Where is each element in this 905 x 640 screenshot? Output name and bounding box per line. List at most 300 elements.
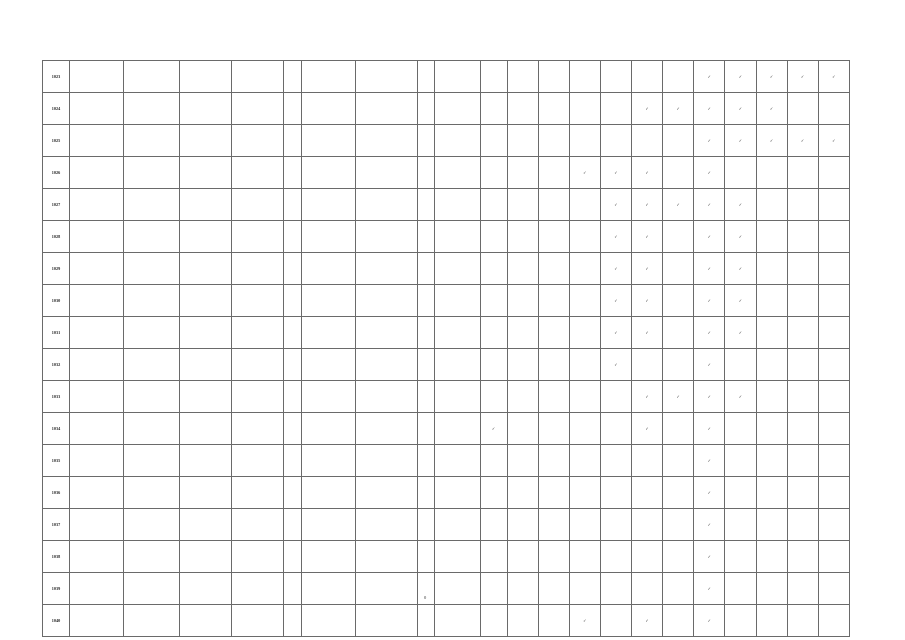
cell	[231, 157, 283, 189]
check-mark-icon: ✓	[694, 93, 725, 125]
empty-cell	[818, 445, 849, 477]
cell	[69, 125, 123, 157]
empty-cell	[756, 221, 787, 253]
empty-cell	[569, 445, 600, 477]
cell	[231, 125, 283, 157]
empty-cell	[663, 413, 694, 445]
empty-cell	[725, 157, 756, 189]
cell	[231, 541, 283, 573]
cell	[418, 317, 435, 349]
cell	[302, 445, 356, 477]
cell	[231, 413, 283, 445]
empty-cell	[507, 509, 538, 541]
cell	[69, 317, 123, 349]
empty-cell	[480, 125, 507, 157]
empty-cell	[787, 221, 818, 253]
empty-cell	[507, 573, 538, 605]
cell	[179, 157, 231, 189]
row-number: 1030	[43, 285, 70, 317]
empty-cell	[538, 157, 569, 189]
empty-cell	[569, 349, 600, 381]
cell	[435, 509, 481, 541]
cell	[231, 349, 283, 381]
empty-cell	[569, 317, 600, 349]
cell	[123, 61, 179, 93]
empty-cell	[480, 285, 507, 317]
table-row	[43, 445, 850, 477]
empty-cell	[507, 477, 538, 509]
cell	[283, 477, 302, 509]
cell	[283, 509, 302, 541]
empty-cell	[663, 477, 694, 509]
cell	[302, 61, 356, 93]
cell	[179, 445, 231, 477]
empty-cell	[756, 573, 787, 605]
cell	[283, 317, 302, 349]
empty-cell	[538, 477, 569, 509]
empty-cell	[538, 541, 569, 573]
empty-cell	[507, 381, 538, 413]
cell	[356, 349, 418, 381]
table-row	[43, 381, 850, 413]
empty-cell	[663, 317, 694, 349]
empty-cell	[600, 61, 631, 93]
cell	[435, 605, 481, 637]
cell	[123, 93, 179, 125]
empty-cell	[818, 477, 849, 509]
check-mark-icon: ✓	[632, 253, 663, 285]
empty-cell	[663, 285, 694, 317]
empty-cell	[663, 605, 694, 637]
cell	[302, 477, 356, 509]
check-mark-icon: ✓	[694, 125, 725, 157]
empty-cell	[480, 541, 507, 573]
cell	[231, 285, 283, 317]
table-row	[43, 573, 850, 605]
check-mark-icon: ✓	[694, 349, 725, 381]
cell	[302, 541, 356, 573]
empty-cell	[507, 93, 538, 125]
cell	[435, 189, 481, 221]
empty-cell	[787, 573, 818, 605]
cell	[123, 317, 179, 349]
empty-cell	[818, 317, 849, 349]
cell	[418, 477, 435, 509]
cell	[231, 189, 283, 221]
empty-cell	[818, 285, 849, 317]
cell	[418, 413, 435, 445]
cell	[356, 221, 418, 253]
row-number: 1040	[43, 605, 70, 637]
empty-cell	[480, 93, 507, 125]
empty-cell	[725, 541, 756, 573]
cell	[69, 61, 123, 93]
check-mark-icon: ✓	[725, 221, 756, 253]
empty-cell	[787, 445, 818, 477]
empty-cell	[600, 381, 631, 413]
cell	[418, 285, 435, 317]
check-mark-icon: ✓	[818, 125, 849, 157]
table-row	[43, 125, 850, 157]
cell	[123, 381, 179, 413]
cell	[435, 61, 481, 93]
cell	[231, 445, 283, 477]
check-mark-icon: ✓	[694, 157, 725, 189]
empty-cell	[569, 477, 600, 509]
empty-cell	[538, 381, 569, 413]
empty-cell	[787, 189, 818, 221]
check-mark-icon: ✓	[725, 125, 756, 157]
table-row	[43, 189, 850, 221]
check-mark-icon: ✓	[725, 93, 756, 125]
check-mark-icon: ✓	[663, 189, 694, 221]
row-number: 1024	[43, 93, 70, 125]
empty-cell	[538, 61, 569, 93]
cell	[179, 221, 231, 253]
row-number: 1031	[43, 317, 70, 349]
empty-cell	[787, 253, 818, 285]
cell	[179, 605, 231, 637]
empty-cell	[756, 413, 787, 445]
check-mark-icon: ✓	[663, 93, 694, 125]
check-mark-icon: ✓	[694, 317, 725, 349]
cell	[435, 253, 481, 285]
cell	[435, 573, 481, 605]
empty-cell	[600, 541, 631, 573]
cell	[356, 253, 418, 285]
empty-cell	[569, 221, 600, 253]
cell	[179, 61, 231, 93]
cell	[283, 125, 302, 157]
check-mark-icon: ✓	[694, 189, 725, 221]
cell	[231, 573, 283, 605]
cell	[283, 221, 302, 253]
cell	[418, 445, 435, 477]
empty-cell	[787, 541, 818, 573]
empty-cell	[507, 285, 538, 317]
empty-cell	[600, 125, 631, 157]
table-row	[43, 541, 850, 573]
empty-cell	[507, 541, 538, 573]
empty-cell	[632, 349, 663, 381]
table-row	[43, 349, 850, 381]
cell	[302, 93, 356, 125]
empty-cell	[569, 93, 600, 125]
empty-cell	[663, 349, 694, 381]
empty-cell	[663, 61, 694, 93]
cell	[356, 477, 418, 509]
cell	[302, 413, 356, 445]
cell	[302, 509, 356, 541]
cell	[123, 285, 179, 317]
table-row	[43, 413, 850, 445]
cell	[123, 509, 179, 541]
row-number: 1033	[43, 381, 70, 413]
cell	[69, 605, 123, 637]
empty-cell	[818, 221, 849, 253]
cell	[435, 445, 481, 477]
empty-cell	[538, 93, 569, 125]
empty-cell	[480, 157, 507, 189]
empty-cell	[600, 445, 631, 477]
cell	[123, 125, 179, 157]
check-mark-icon: ✓	[632, 189, 663, 221]
cell	[283, 381, 302, 413]
check-mark-icon: ✓	[569, 605, 600, 637]
page-footer: 0	[424, 595, 427, 600]
register-rows	[43, 61, 850, 637]
empty-cell	[632, 541, 663, 573]
row-number: 1026	[43, 157, 70, 189]
cell	[283, 93, 302, 125]
cell	[418, 541, 435, 573]
cell	[302, 349, 356, 381]
empty-cell	[538, 605, 569, 637]
check-mark-icon: ✓	[694, 381, 725, 413]
check-mark-icon: ✓	[725, 253, 756, 285]
empty-cell	[507, 317, 538, 349]
empty-cell	[725, 349, 756, 381]
check-mark-icon: ✓	[725, 317, 756, 349]
cell	[123, 253, 179, 285]
cell	[179, 317, 231, 349]
empty-cell	[600, 605, 631, 637]
empty-cell	[569, 125, 600, 157]
cell	[356, 285, 418, 317]
empty-cell	[507, 605, 538, 637]
check-mark-icon: ✓	[632, 317, 663, 349]
empty-cell	[663, 509, 694, 541]
cell	[418, 253, 435, 285]
cell	[418, 573, 435, 605]
table-row	[43, 61, 850, 93]
empty-cell	[787, 477, 818, 509]
check-mark-icon: ✓	[600, 157, 631, 189]
check-mark-icon: ✓	[694, 253, 725, 285]
empty-cell	[818, 189, 849, 221]
cell	[69, 445, 123, 477]
empty-cell	[787, 285, 818, 317]
empty-cell	[663, 157, 694, 189]
cell	[302, 317, 356, 349]
cell	[302, 253, 356, 285]
cell	[69, 253, 123, 285]
empty-cell	[569, 61, 600, 93]
cell	[69, 573, 123, 605]
empty-cell	[756, 381, 787, 413]
cell	[179, 125, 231, 157]
empty-cell	[756, 157, 787, 189]
empty-cell	[818, 253, 849, 285]
cell	[356, 317, 418, 349]
row-number: 1034	[43, 413, 70, 445]
cell	[69, 189, 123, 221]
empty-cell	[787, 381, 818, 413]
row-number: 1029	[43, 253, 70, 285]
cell	[435, 221, 481, 253]
check-mark-icon: ✓	[480, 413, 507, 445]
empty-cell	[725, 509, 756, 541]
cell	[435, 413, 481, 445]
empty-cell	[632, 445, 663, 477]
row-number: 1025	[43, 125, 70, 157]
register-table	[42, 60, 850, 637]
cell	[123, 477, 179, 509]
empty-cell	[480, 349, 507, 381]
empty-cell	[663, 221, 694, 253]
empty-cell	[538, 317, 569, 349]
empty-cell	[569, 541, 600, 573]
check-mark-icon: ✓	[694, 573, 725, 605]
cell	[231, 253, 283, 285]
check-mark-icon: ✓	[632, 413, 663, 445]
cell	[179, 285, 231, 317]
table-row	[43, 221, 850, 253]
cell	[283, 157, 302, 189]
cell	[302, 605, 356, 637]
empty-cell	[507, 221, 538, 253]
cell	[69, 541, 123, 573]
empty-cell	[663, 541, 694, 573]
empty-cell	[538, 125, 569, 157]
cell	[69, 477, 123, 509]
empty-cell	[756, 605, 787, 637]
cell	[356, 509, 418, 541]
empty-cell	[787, 509, 818, 541]
table-row	[43, 509, 850, 541]
empty-cell	[507, 189, 538, 221]
empty-cell	[480, 509, 507, 541]
empty-cell	[538, 189, 569, 221]
empty-cell	[538, 445, 569, 477]
row-number: 1036	[43, 477, 70, 509]
cell	[69, 349, 123, 381]
empty-cell	[632, 477, 663, 509]
cell	[356, 445, 418, 477]
cell	[356, 93, 418, 125]
empty-cell	[632, 509, 663, 541]
cell	[356, 61, 418, 93]
check-mark-icon: ✓	[694, 445, 725, 477]
empty-cell	[480, 573, 507, 605]
cell	[179, 413, 231, 445]
check-mark-icon: ✓	[600, 221, 631, 253]
cell	[69, 285, 123, 317]
empty-cell	[507, 349, 538, 381]
row-number: 1039	[43, 573, 70, 605]
table-row	[43, 93, 850, 125]
empty-cell	[538, 509, 569, 541]
table-row	[43, 157, 850, 189]
empty-cell	[663, 573, 694, 605]
empty-cell	[538, 349, 569, 381]
empty-cell	[818, 93, 849, 125]
cell	[283, 413, 302, 445]
empty-cell	[507, 125, 538, 157]
cell	[435, 381, 481, 413]
empty-cell	[725, 605, 756, 637]
empty-cell	[756, 541, 787, 573]
empty-cell	[480, 253, 507, 285]
empty-cell	[600, 93, 631, 125]
cell	[418, 189, 435, 221]
empty-cell	[756, 285, 787, 317]
check-mark-icon: ✓	[694, 61, 725, 93]
empty-cell	[569, 509, 600, 541]
empty-cell	[787, 413, 818, 445]
empty-cell	[632, 125, 663, 157]
empty-cell	[480, 317, 507, 349]
empty-cell	[600, 413, 631, 445]
check-mark-icon: ✓	[600, 253, 631, 285]
empty-cell	[538, 573, 569, 605]
cell	[69, 93, 123, 125]
row-number: 1035	[43, 445, 70, 477]
cell	[418, 61, 435, 93]
empty-cell	[818, 605, 849, 637]
empty-cell	[756, 189, 787, 221]
row-number: 1032	[43, 349, 70, 381]
cell	[179, 93, 231, 125]
check-mark-icon: ✓	[694, 285, 725, 317]
check-mark-icon: ✓	[632, 285, 663, 317]
cell	[435, 93, 481, 125]
cell	[283, 349, 302, 381]
table-row	[43, 605, 850, 637]
cell	[231, 221, 283, 253]
empty-cell	[480, 189, 507, 221]
cell	[418, 605, 435, 637]
table-row	[43, 477, 850, 509]
cell	[179, 477, 231, 509]
check-mark-icon: ✓	[694, 221, 725, 253]
check-mark-icon: ✓	[569, 157, 600, 189]
table-row	[43, 285, 850, 317]
empty-cell	[632, 61, 663, 93]
cell	[302, 125, 356, 157]
empty-cell	[725, 477, 756, 509]
empty-cell	[600, 573, 631, 605]
check-mark-icon: ✓	[632, 157, 663, 189]
cell	[356, 125, 418, 157]
empty-cell	[507, 61, 538, 93]
empty-cell	[480, 61, 507, 93]
empty-cell	[569, 253, 600, 285]
row-number: 1038	[43, 541, 70, 573]
check-mark-icon: ✓	[600, 189, 631, 221]
cell	[435, 125, 481, 157]
cell	[69, 381, 123, 413]
check-mark-icon: ✓	[725, 61, 756, 93]
cell	[435, 541, 481, 573]
check-mark-icon: ✓	[694, 541, 725, 573]
table-row	[43, 253, 850, 285]
empty-cell	[507, 413, 538, 445]
empty-cell	[818, 349, 849, 381]
cell	[435, 157, 481, 189]
row-number: 1028	[43, 221, 70, 253]
cell	[179, 541, 231, 573]
empty-cell	[538, 221, 569, 253]
cell	[231, 509, 283, 541]
row-number: 1023	[43, 61, 70, 93]
empty-cell	[569, 189, 600, 221]
cell	[123, 157, 179, 189]
empty-cell	[756, 445, 787, 477]
cell	[123, 573, 179, 605]
check-mark-icon: ✓	[632, 381, 663, 413]
empty-cell	[818, 413, 849, 445]
